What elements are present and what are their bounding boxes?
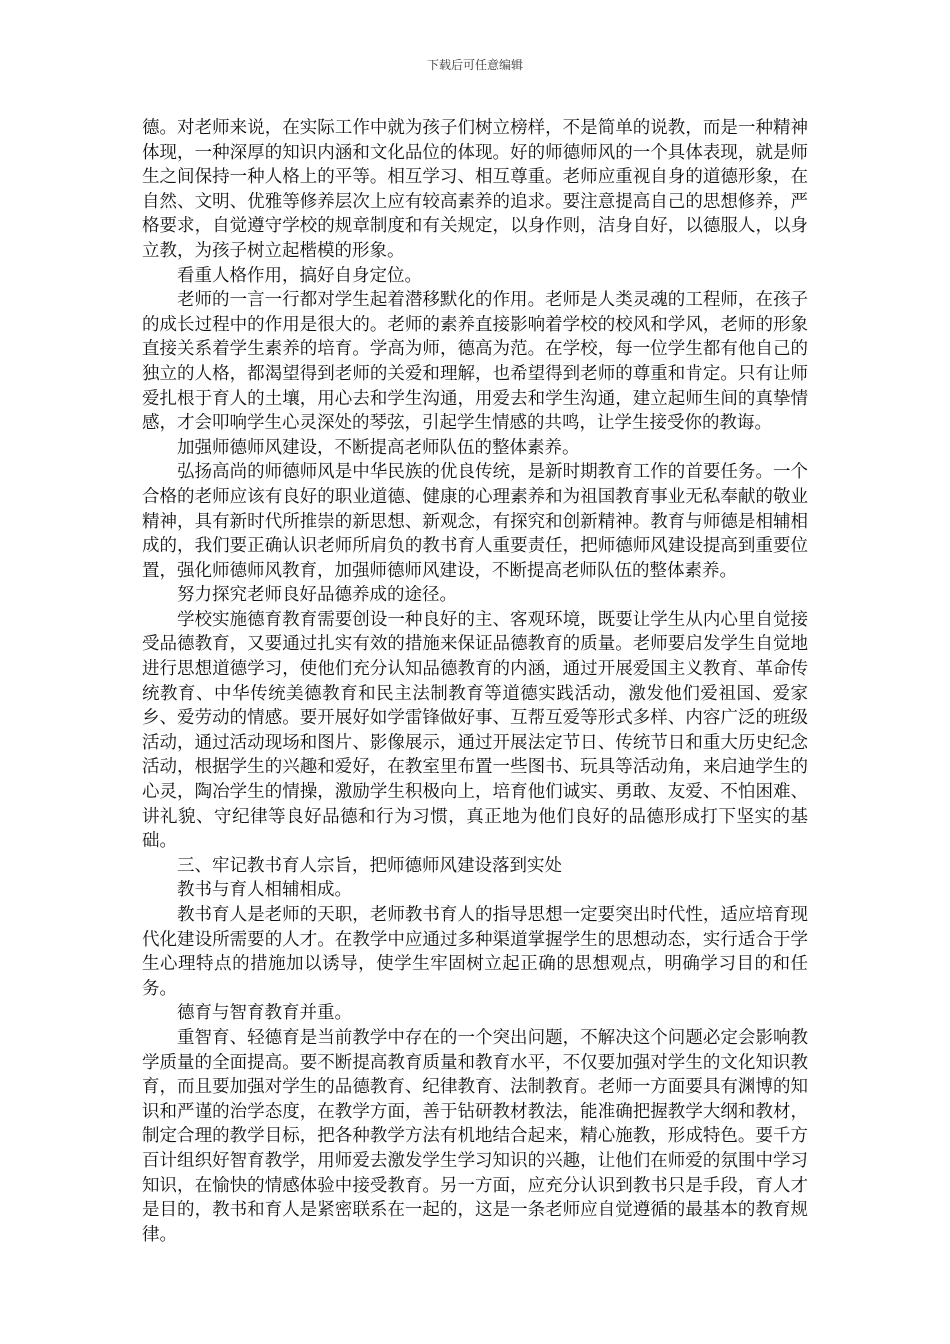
- paragraph: 学校实施德育教育需要创设一种良好的主、客观环境，既要让学生从内心里自觉接受品德教育，又要通过扎实有效的措施来保证品德教育的质量。老师要启发学生自觉地进行思想道德学习，使他们充分认知品德教育的内涵，通过开展爱国主义教育、革命传统教育、中华传统美德教育和民主法制教育等道德实践活动，激发他们爱祖国、爱家乡、爱劳动的情感。要开展好如学雷锋做好事、互帮互爱等形式多样、内容广泛的班级活动，通过活动现场和图片、影像展示，通过开展法定节日、传统节日和重大历史纪念活动，根据学生的兴趣和爱好，在教室里布置一些图书、玩具等活动角，来启迪学生的心灵，陶冶学生的情操，激励学生积极向上，培育他们诚实、勇敢、友爱、不怕困难、讲礼貌、守纪律等良好品德和行为习惯，真正地为他们良好的品德形成打下坚实的基础。: [142, 609, 808, 852]
- paragraph: 重智育、轻德育是当前教学中存在的一个突出问题，不解决这个问题必定会影响教学质量的全面提高。要不断提高教育质量和教育水平，不仅要加强对学生的文化知识教育，而且要加强对学生的品德教育、纪律教育、法制教育。老师一方面要具有渊博的知识和严谨的治学态度，在教学方面，善于钻研教材教法，能准确把握教学大纲和教材，制定合理的教学目标，把各种教学方法有机地结合起来，精心施教，形成特色。要千方百计组织好智育教学，用师爱去激发学生学习知识的兴趣，让他们在师爱的氛围中学习知识，在愉快的情感体验中接受教育。另一方面，应充分认识到教书只是手段，育人才是目的，教书和育人是紧密联系在一起的，这是一条老师应自觉遵循的最基本的教育规律。: [142, 1027, 808, 1245]
- paragraph: 弘扬高尚的师德师风是中华民族的优良传统，是新时期教育工作的首要任务。一个合格的老师应该有良好的职业道德、健康的心理素养和为祖国教育事业无私奉献的敬业精神，具有新时代所推崇的新思想、新观念，有探究和创新精神。教育与师德是相辅相成的，我们要正确认识老师所肩负的教书育人重要责任，把师德师风建设提高到重要位置，强化师德师风教育，加强师德师风建设，不断提高老师队伍的整体素养。: [142, 462, 808, 581]
- chapter-heading: 三、牢记教书育人宗旨，把师德师风建设落到实处: [177, 855, 562, 876]
- paragraph: 老师的一言一行都对学生起着潜移默化的作用。老师是人类灵魂的工程师，在孩子的成长过程中的作用是很大的。老师的素养直接影响着学校的校风和学风，老师的形象直接关系着学生素养的培育。学高为师，德高为范。在学校，每一位学生都有他自己的独立的人格，都渴望得到老师的关爱和理解，也希望得到老师的尊重和肯定。只有让师爱扎根于育人的土壤，用心去和学生沟通，用爱去和学生沟通，建立起师生间的真挚情感，才会叩响学生心灵深处的琴弦，引起学生情感的共鸣，让学生接受你的教诲。: [142, 290, 808, 434]
- paragraph: 德。对老师来说，在实际工作中就为孩子们树立榜样，不是简单的说教，而是一种精神体现，一种深厚的知识内涵和文化品位的体现。好的师德师风的一个具体表现，就是师生之间保持一种人格上的平等。相互学习、相互尊重。老师应重视自身的道德形象，在自然、文明、优雅等修养层次上应有较高素养的追求。要注意提高自己的思想修养，严格要求，自觉遵守学校的规章制度和有关规定，以身作则，洁身自好，以德服人，以身立教，为孩子树立起楷模的形象。: [142, 118, 808, 261]
- paragraph: 教书育人是老师的天职，老师教书育人的指导思想一定要突出时代性，适应培育现代化建设所需要的人才。在教学中应通过多种渠道掌握学生的思想动态，实行适合于学生心理特点的措施加以诱导，使学生牢固树立起正确的思想观点，明确学习目的和任务。: [142, 905, 808, 999]
- section-heading: 教书与育人相辅相成。: [177, 880, 352, 901]
- section-heading: 德育与智育教育并重。: [177, 1003, 352, 1024]
- page-header: 下载后可任意编辑: [426, 58, 523, 72]
- section-heading: 加强师德师风建设，不断提高老师队伍的整体素养。: [177, 437, 580, 458]
- document-body: [142, 116, 808, 1247]
- section-heading: 努力探究老师良好品德养成的途径。: [177, 585, 457, 606]
- section-heading: 看重人格作用，搞好自身定位。: [177, 265, 422, 286]
